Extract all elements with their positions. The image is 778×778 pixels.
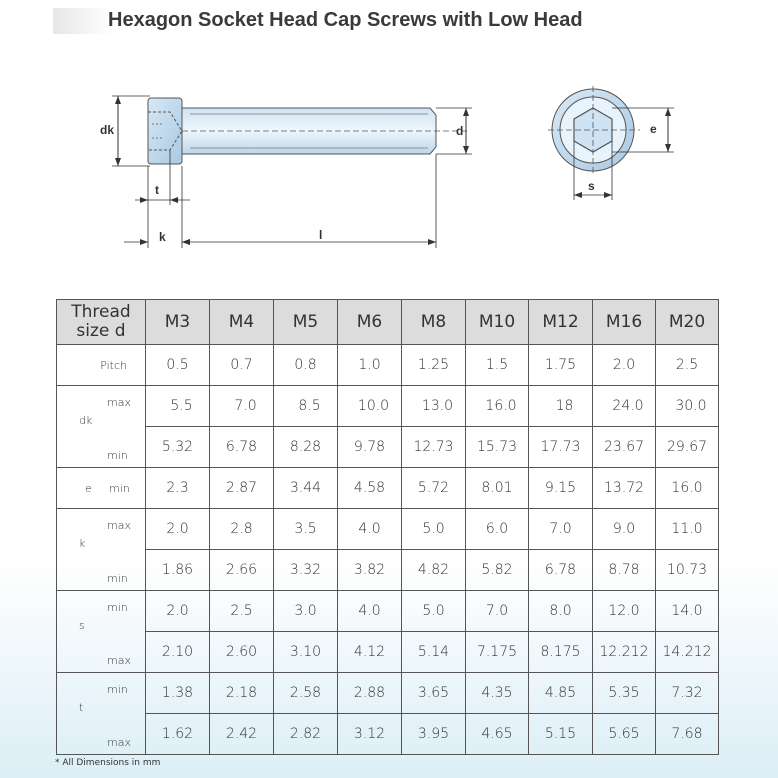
table-cell: 8.0 — [529, 591, 593, 632]
table-cell: 2.87 — [210, 468, 274, 509]
row-symbol: k — [79, 537, 86, 550]
row-sub-label: min — [109, 482, 130, 495]
table-cell: 14.212 — [656, 632, 719, 673]
t-label: t — [155, 183, 159, 197]
table-cell: 5.0 — [402, 509, 466, 550]
header-size: M20 — [656, 300, 719, 345]
table-cell: 2.82 — [274, 714, 338, 755]
table-row — [57, 386, 719, 427]
table-cell: 10.73 — [656, 550, 719, 591]
table-cell: 16.0 — [466, 386, 529, 427]
table-cell: 4.65 — [466, 714, 529, 755]
row-label — [57, 714, 146, 755]
table-row — [57, 714, 719, 755]
table-cell: 12.212 — [593, 632, 656, 673]
page-title: Hexagon Socket Head Cap Screws with Low Head — [108, 9, 583, 31]
table-cell: 7.175 — [466, 632, 529, 673]
row-sub-label: min — [107, 601, 128, 614]
table-cell: 8.28 — [274, 427, 338, 468]
table-cell: 4.85 — [529, 673, 593, 714]
table-cell: 1.62 — [146, 714, 210, 755]
row-symbol: e — [85, 482, 92, 495]
table-cell: 4.0 — [338, 509, 402, 550]
table-cell: 23.67 — [593, 427, 656, 468]
row-sub-label: max — [107, 396, 131, 409]
table-cell: 3.95 — [402, 714, 466, 755]
table-row — [57, 591, 719, 632]
table-cell: 8.175 — [529, 632, 593, 673]
table-cell: 2.0 — [146, 509, 210, 550]
table-cell: 12.73 — [402, 427, 466, 468]
table-cell: 7.0 — [466, 591, 529, 632]
table-cell: 2.0 — [146, 591, 210, 632]
table-cell: 2.0 — [593, 345, 656, 386]
table-cell: 6.0 — [466, 509, 529, 550]
dk-label: dk — [100, 123, 115, 137]
table-cell: 1.75 — [529, 345, 593, 386]
row-sub-label: max — [107, 653, 131, 667]
table-row — [57, 632, 719, 673]
row-label — [57, 345, 146, 386]
screw-technical-drawing — [0, 0, 778, 290]
row-label — [57, 509, 146, 550]
table-cell: 2.10 — [146, 632, 210, 673]
table-cell: 8.78 — [593, 550, 656, 591]
table-cell: 2.5 — [656, 345, 719, 386]
screw-head-side — [148, 98, 182, 164]
table-cell: 5.5 — [146, 386, 210, 427]
table-cell: 1.25 — [402, 345, 466, 386]
table-cell: 18 — [529, 386, 593, 427]
row-label — [57, 386, 146, 427]
header-size: M10 — [466, 300, 529, 345]
row-sub-label: min — [107, 683, 128, 696]
header-thread-size: Thread size d — [57, 300, 146, 345]
table-cell: 8.01 — [466, 468, 529, 509]
table-cell: 3.65 — [402, 673, 466, 714]
table-cell: 1.0 — [338, 345, 402, 386]
table-cell: 3.5 — [274, 509, 338, 550]
table-cell: 7.32 — [656, 673, 719, 714]
table-cell: 6.78 — [210, 427, 274, 468]
table-row — [57, 550, 719, 591]
k-label: k — [159, 230, 166, 244]
table-cell: 7.0 — [529, 509, 593, 550]
table-cell: 5.35 — [593, 673, 656, 714]
header-size: M5 — [274, 300, 338, 345]
row-sub-label: min — [107, 571, 128, 585]
table-cell: 1.86 — [146, 550, 210, 591]
table-cell: 6.78 — [529, 550, 593, 591]
row-label — [57, 468, 146, 509]
table-row — [57, 427, 719, 468]
table-cell: 5.82 — [466, 550, 529, 591]
table-cell: 4.12 — [338, 632, 402, 673]
row-label — [57, 550, 146, 591]
table-cell: 5.72 — [402, 468, 466, 509]
s-label: s — [588, 179, 595, 193]
row-sub-label: Pitch — [100, 358, 127, 372]
d-label: d — [456, 124, 464, 138]
table-row — [57, 673, 719, 714]
l-label: l — [319, 228, 323, 242]
table-cell: 3.12 — [338, 714, 402, 755]
table-cell: 4.35 — [466, 673, 529, 714]
table-cell: 5.15 — [529, 714, 593, 755]
table-cell: 9.15 — [529, 468, 593, 509]
header-size: M3 — [146, 300, 210, 345]
table-cell: 3.44 — [274, 468, 338, 509]
table-row — [57, 345, 719, 386]
table-cell: 14.0 — [656, 591, 719, 632]
row-label — [57, 591, 146, 632]
table-cell: 0.7 — [210, 345, 274, 386]
table-cell: 2.58 — [274, 673, 338, 714]
table-cell: 2.5 — [210, 591, 274, 632]
row-label — [57, 632, 146, 673]
e-label: e — [650, 122, 657, 136]
table-cell: 2.60 — [210, 632, 274, 673]
table-cell: 7.0 — [210, 386, 274, 427]
table-cell: 17.73 — [529, 427, 593, 468]
table-cell: 12.0 — [593, 591, 656, 632]
table-row — [57, 509, 719, 550]
table-cell: 1.38 — [146, 673, 210, 714]
table-cell: 4.0 — [338, 591, 402, 632]
dimensions-table — [56, 299, 719, 755]
table-cell: 2.88 — [338, 673, 402, 714]
row-sub-label: min — [107, 448, 128, 462]
row-sub-label: max — [107, 735, 131, 749]
table-cell: 2.18 — [210, 673, 274, 714]
table-cell: 4.58 — [338, 468, 402, 509]
table-cell: 24.0 — [593, 386, 656, 427]
row-symbol: s — [79, 619, 85, 632]
table-cell: 2.42 — [210, 714, 274, 755]
table-cell: 2.8 — [210, 509, 274, 550]
table-cell: 5.32 — [146, 427, 210, 468]
table-cell: 13.0 — [402, 386, 466, 427]
row-symbol: dk — [79, 414, 93, 427]
row-label — [57, 427, 146, 468]
table-cell: 0.8 — [274, 345, 338, 386]
table-cell: 0.5 — [146, 345, 210, 386]
table-cell: 29.67 — [656, 427, 719, 468]
table-row — [57, 468, 719, 509]
table-header-row — [57, 300, 719, 345]
table-cell: 3.32 — [274, 550, 338, 591]
table-cell: 3.82 — [338, 550, 402, 591]
table-cell: 9.78 — [338, 427, 402, 468]
row-label — [57, 673, 146, 714]
table-cell: 7.68 — [656, 714, 719, 755]
header-size: M16 — [593, 300, 656, 345]
header-size: M8 — [402, 300, 466, 345]
table-cell: 1.5 — [466, 345, 529, 386]
table-cell: 16.0 — [656, 468, 719, 509]
row-symbol: t — [79, 701, 84, 714]
table-cell: 13.72 — [593, 468, 656, 509]
table-cell: 5.65 — [593, 714, 656, 755]
table-cell: 2.3 — [146, 468, 210, 509]
footnote: * All Dimensions in mm — [55, 758, 161, 768]
table-cell: 9.0 — [593, 509, 656, 550]
header-size: M6 — [338, 300, 402, 345]
table-cell: 10.0 — [338, 386, 402, 427]
table-cell: 3.10 — [274, 632, 338, 673]
table-cell: 3.0 — [274, 591, 338, 632]
table-cell: 2.66 — [210, 550, 274, 591]
table-cell: 5.0 — [402, 591, 466, 632]
table-cell: 11.0 — [656, 509, 719, 550]
table-cell: 8.5 — [274, 386, 338, 427]
table-cell: 30.0 — [656, 386, 719, 427]
row-sub-label: max — [107, 519, 131, 532]
table-cell: 4.82 — [402, 550, 466, 591]
table-cell: 5.14 — [402, 632, 466, 673]
table-cell: 15.73 — [466, 427, 529, 468]
header-size: M4 — [210, 300, 274, 345]
header-size: M12 — [529, 300, 593, 345]
